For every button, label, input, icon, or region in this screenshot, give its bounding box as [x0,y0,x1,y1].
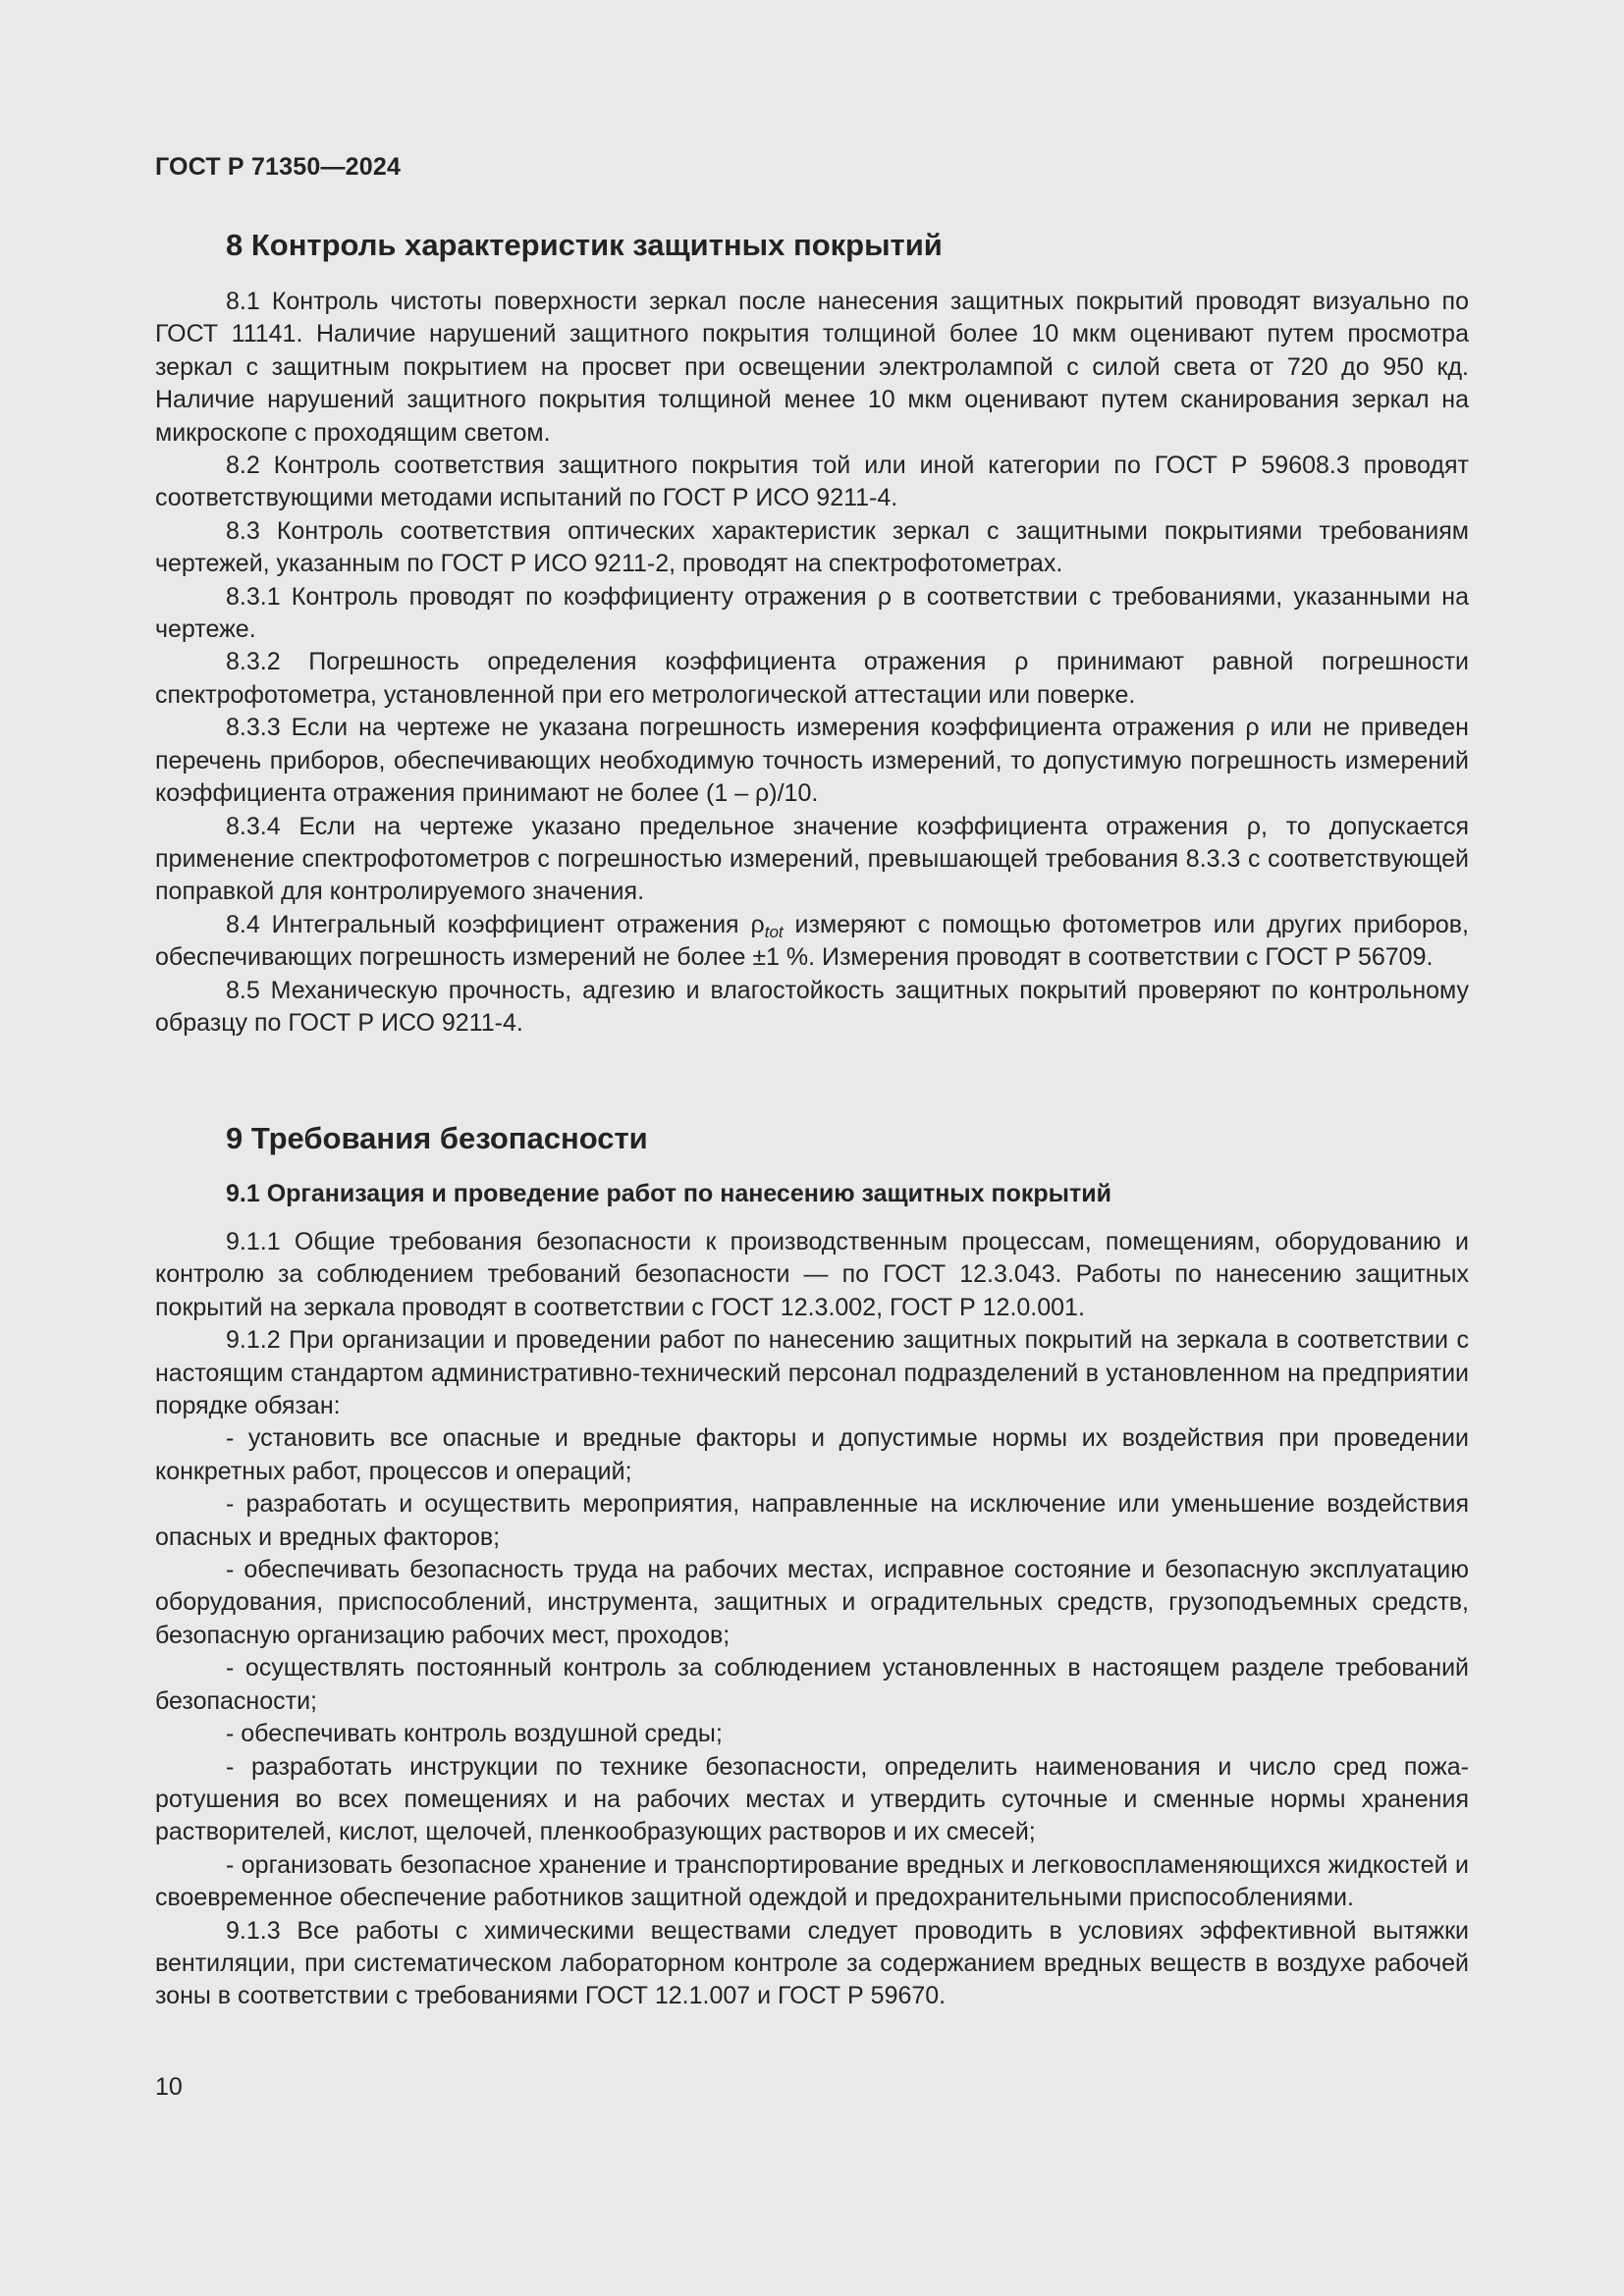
rho-tot-subscript: tot [764,922,784,941]
list-item-text: разработать и осуществить мероприятия, направленные на исключение или уменьшение воздействия опасных и вредных факторов; [155,1490,1469,1551]
paragraph-8-1: 8.1 Контроль чистоты поверхности зеркал после нанесения защитных покрытий проводят визуально по ГОСТ 11141. Наличие нарушений защитного покрытия толщиной более 10 мкм оценивают путем просмотра зеркал с защитным покрытием на просвет при освещении электролампой с силой света от 720 до 950 кд. Наличие нарушений защитного покрытия толщиной менее 10 мкм оценивают путем сканирования зеркал на микроскопе с проходящим светом. [155,288,1469,447]
paragraph-8-3: 8.3 Контроль соответствия оптических характеристик зеркал с защитными покрытиями требованиям чертежей, указанным по ГОСТ Р ИСО 9211-2, проводят на спектрофотометрах. [155,516,1469,578]
list-item [155,1849,1469,1915]
paragraph-8-3-2: 8.3.2 Погрешность определения коэффициента отражения ρ принимают равной погрешности спектрофотометра, установленной при его метрологической аттестации или поверке. [155,648,1469,709]
list-item-text: осуществлять постоянный контроль за соблюдением установленных в настоящем разделе требований безопасности; [155,1654,1469,1715]
list-item [155,1718,1469,1750]
paragraph-8-3-4: 8.3.4 Если на чертеже указано предельное значение коэффициента отражения ρ, то допускается применение спектрофотометров с погрешностью измерений, превышающей требования 8.3.3 с соответствующей поправкой для контролируемого значения. [155,812,1469,906]
paragraph-9-1-1: 9.1.1 Общие требования безопасности к производственным процессам, помещениям, оборудованию и контролю за соблюдением требований безопасности — по ГОСТ 12.3.043. Работы по нанесению защитных покрытий на зеркала проводят в соответствии с ГОСТ 12.3.002, ГОСТ Р 12.0.001. [155,1228,1469,1321]
list-item-text: организовать безопасное хранение и транспортирование вредных и легковоспламеняющихся жидкостей и своевременное обеспечение работников защитной одеждой и предохранительными приспособлениями. [155,1850,1469,1912]
paragraph-8-3-1: 8.3.1 Контроль проводят по коэффициенту отражения ρ в соответствии с требованиями, указанными на чертеже. [155,582,1469,644]
list-bullet: - [226,1752,251,1781]
list-item [155,1554,1469,1652]
paragraph-8-4-rest: измеряют с помощью фотометров или других приборов, обеспечивающих погрешность измерений не более ±1 %. Измерения проводят в соответствии с ГОСТ Р 56709. [155,910,1470,972]
paragraph-9-1-2: 9.1.2 При организации и проведении работ по нанесению защитных покрытий на зеркала в соответствии с настоящим стандартом административно-технический персонал подразделений в установленном на предприятии порядке обязан: [155,1326,1469,1420]
document-code-header: ГОСТ Р 71350—2024 [155,153,402,181]
page-number: 10 [155,2073,183,2101]
list-item [155,1422,1469,1488]
section-8-title: 8 Контроль характеристик защитных покрытий [226,228,943,262]
subsection-9-1-title: 9.1 Организация и проведение работ по нанесению защитных покрытий [226,1180,1111,1207]
paragraph-8-2: 8.2 Контроль соответствия защитного покрытия той или иной категории по ГОСТ Р 59608.3 проводят соответствующими методами испытаний по ГОСТ Р ИСО 9211-4. [155,452,1469,512]
list-item-text: установить все опасные и вредные факторы и допустимые нормы их воздействия при проведении конкретных работ, процессов и операций; [155,1424,1469,1485]
paragraph-8-5: 8.5 Механическую прочность, адгезию и влагостойкость защитных покрытий проверяют по контрольному образцу по ГОСТ Р ИСО 9211-4. [155,976,1469,1037]
list-bullet: - [226,1850,242,1879]
section-9-body [155,1226,1469,2013]
list-item-text: обеспечивать контроль воздушной среды; [241,1720,723,1748]
list-bullet: - [226,1654,245,1682]
list-item-text: разработать инструкции по технике безопасности, определить наименования и число сред пожаротушения во всех помещениях и на рабочих местах и утвердить суточные и сменные нормы хранения растворителей, кислот, щелочей, пленкообразующих растворов и их смесей; [155,1752,1469,1846]
section-9-title: 9 Требования безопасности [226,1121,648,1155]
list-bullet: - [226,1556,244,1584]
paragraph-9-1-3: 9.1.3 Все работы с химическими веществами следует проводить в условиях эффективной вытяжки вентиляции, при систематическом лабораторном контроле за содержанием вредных веществ в воздухе рабочей зоны в соответствии с требованиями ГОСТ 12.1.007 и ГОСТ Р 59670. [155,1916,1469,2010]
list-bullet: - [226,1424,248,1453]
list-item [155,1751,1469,1849]
list-bullet: - [226,1490,246,1519]
list-bullet: - [226,1720,242,1748]
paragraph-8-4-lead: 8.4 Интегральный коэффициент отражения ρ [226,910,765,938]
document-page [155,0,1469,2296]
paragraph-8-4 [155,909,1469,975]
list-item [155,1652,1469,1718]
section-8-body [155,286,1469,1040]
list-item-text: обеспечивать безопасность труда на рабочих местах, исправное состояние и безопасную эксплуатацию оборудования, приспособлений, инструмента, защитных и оградительных средств, грузоподъемных средств, безопасную организацию рабочих мест, проходов; [155,1556,1469,1649]
paragraph-8-3-3: 8.3.3 Если на чертеже не указана погрешность измерения коэффициента отражения ρ или не приведен перечень приборов, обеспечивающих необходимую точность измерений, то допустимую погрешность измерений коэффициента отражения принимают не более (1 – ρ)/10. [155,714,1469,808]
list-item [155,1488,1469,1554]
